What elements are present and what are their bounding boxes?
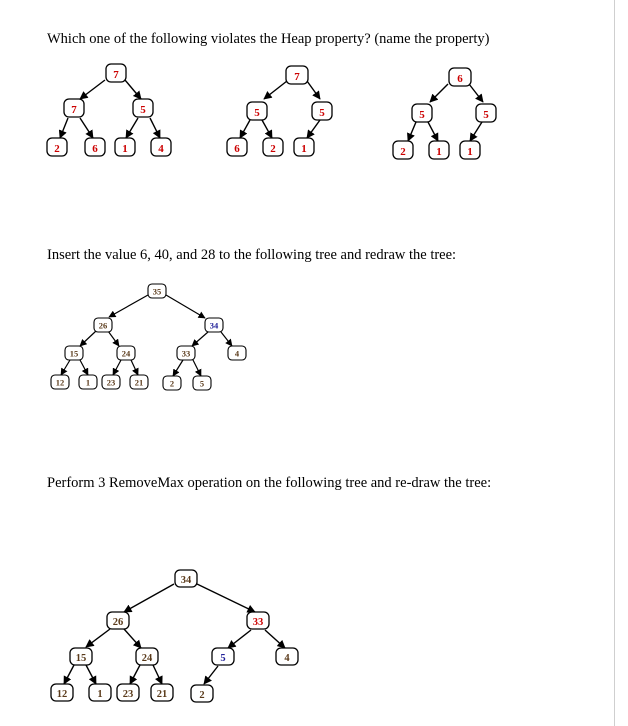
- q3-l1-left-value: 26: [112, 617, 124, 628]
- q3-l3-2-value: 1: [97, 689, 103, 700]
- q3-node-l1-right: [247, 612, 269, 629]
- q3-l2-3-value: 5: [220, 653, 226, 664]
- q3-l2-1-value: 15: [75, 653, 87, 664]
- tree-b-leaf-3-value: 1: [301, 143, 307, 155]
- q2-node-l3-1: [51, 375, 69, 389]
- question-3-text: Perform 3 RemoveMax operation on the following tree and re-draw the tree:: [47, 475, 492, 491]
- q2-node-l1-right: [205, 318, 223, 332]
- tree-b-mid-right-value: 5: [319, 107, 325, 119]
- q2-l3-1-value: 12: [55, 377, 65, 388]
- tree-a-mid-right-value: 5: [140, 104, 146, 116]
- q2-l3-5-value: 2: [169, 378, 175, 389]
- q3-node-l3-3: [117, 684, 139, 701]
- q2-root-value: 35: [152, 286, 162, 297]
- tree-c-mid-left-value: 5: [419, 109, 425, 121]
- q2-node-l3-6: [193, 376, 211, 390]
- tree-b-leaf-2: [263, 138, 283, 156]
- q3-node-l3-1: [51, 684, 73, 701]
- q2-l3-3-value: 23: [106, 377, 116, 388]
- tree-c-root-value: 6: [457, 73, 463, 85]
- tree-a-leaf-2: [85, 138, 105, 156]
- q3-l3-3-value: 23: [122, 689, 134, 700]
- q2-l3-4-value: 21: [134, 377, 144, 388]
- q2-node-l3-3: [102, 375, 120, 389]
- q3-l3-5-value: 2: [199, 690, 205, 701]
- tree-a-leaf-3: [115, 138, 135, 156]
- tree-c-leaf-2: [429, 141, 449, 159]
- q2-l3-6-value: 5: [199, 378, 205, 389]
- q2-l3-2-value: 1: [85, 377, 91, 388]
- q3-l2-4-value: 4: [284, 653, 290, 664]
- tree-b-root-node: [286, 66, 308, 84]
- question-2-text: Insert the value 6, 40, and 28 to the following tree and redraw the tree:: [47, 247, 457, 263]
- tree-a-leaf-1: [47, 138, 67, 156]
- tree-c-leaf-1: [393, 141, 413, 159]
- q3-node-l3-5: [191, 685, 213, 702]
- q3-node-l2-2: [136, 648, 158, 665]
- q2-l1-left-value: 26: [98, 320, 108, 331]
- q2-node-l2-3: [177, 346, 195, 360]
- q2-node-l3-4: [130, 375, 148, 389]
- q3-node-l3-2: [89, 684, 111, 701]
- tree-a-leaf-3-value: 1: [122, 143, 128, 155]
- tree-c-mid-left-node: [412, 104, 432, 122]
- tree-b-mid-left-value: 5: [254, 107, 260, 119]
- q3-l3-4-value: 21: [156, 689, 168, 700]
- q3-node-l3-4: [151, 684, 173, 701]
- q2-l1-right-value: 34: [209, 320, 219, 331]
- q2-l2-1-value: 15: [69, 348, 79, 359]
- tree-c-leaf-3-value: 1: [467, 146, 473, 158]
- tree-c-mid-right-value: 5: [483, 109, 489, 121]
- q3-node-l2-4: [276, 648, 298, 665]
- q2-node-l2-4: [228, 346, 246, 360]
- tree-a-root-node: [106, 64, 126, 82]
- q2-node-root: [148, 284, 166, 298]
- q2-l2-2-value: 24: [121, 348, 131, 359]
- q3-root-value: 34: [180, 575, 192, 586]
- q2-l2-3-value: 33: [181, 348, 191, 359]
- tree-b-leaf-1: [227, 138, 247, 156]
- tree-a-leaf-4: [151, 138, 171, 156]
- q3-node-l2-3: [212, 648, 234, 665]
- q3-l3-1-value: 12: [56, 689, 68, 700]
- tree-c-leaf-2-value: 1: [436, 146, 442, 158]
- tree-c-mid-right-node: [476, 104, 496, 122]
- q3-node-l2-1: [70, 648, 92, 665]
- tree-a-mid-left-value: 7: [71, 104, 77, 116]
- q2-node-l3-2: [79, 375, 97, 389]
- q2-node-l2-2: [117, 346, 135, 360]
- tree-a-leaf-1-value: 2: [54, 143, 60, 155]
- tree-b-leaf-2-value: 2: [270, 143, 276, 155]
- tree-b-mid-left-node: [247, 102, 267, 120]
- tree-a-leaf-4-value: 4: [158, 143, 164, 155]
- tree-a-mid-left-node: [64, 99, 84, 117]
- q2-l2-4-value: 4: [234, 348, 240, 359]
- q3-l1-right-value: 33: [252, 617, 264, 628]
- q3-node-root: [175, 570, 197, 587]
- q2-node-l2-1: [65, 346, 83, 360]
- tree-b-leaf-1-value: 6: [234, 143, 240, 155]
- tree-b-mid-right-node: [312, 102, 332, 120]
- tree-c-leaf-1-value: 2: [400, 146, 406, 158]
- tree-c-root-node: [449, 68, 471, 86]
- tree-b-root-value: 7: [294, 71, 300, 83]
- q3-l2-2-value: 24: [141, 653, 153, 664]
- question-1-text: Which one of the following violates the Heap property? (name the property): [47, 31, 490, 47]
- tree-a-mid-right-node: [133, 99, 153, 117]
- tree-c-leaf-3: [460, 141, 480, 159]
- q2-node-l1-left: [94, 318, 112, 332]
- q2-node-l3-5: [163, 376, 181, 390]
- tree-b-leaf-3: [294, 138, 314, 156]
- q3-node-l1-left: [107, 612, 129, 629]
- tree-a-leaf-2-value: 6: [92, 143, 98, 155]
- tree-a-root-value: 7: [113, 69, 119, 81]
